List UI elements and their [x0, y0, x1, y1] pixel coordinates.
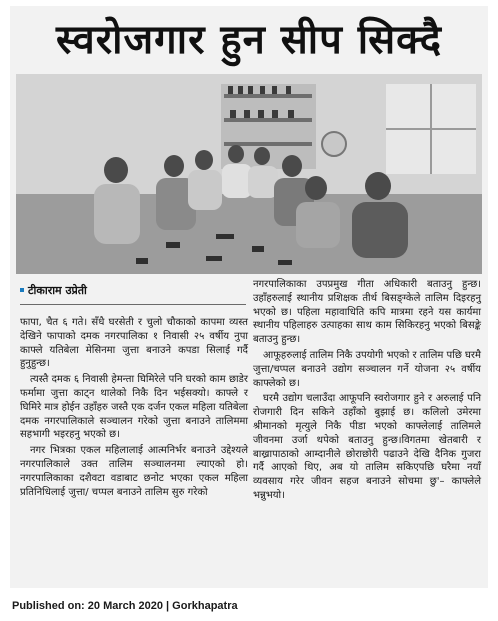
article-column-right [253, 278, 481, 505]
group-training-photo-icon [16, 74, 482, 274]
headline: स्वरोजगार हुन सीप सिक्दै [55, 17, 443, 63]
article-column-left [20, 316, 248, 501]
article-paragraph: घरमै उद्योग चलाउँदा आफूपनि स्वरोजगार हुने र अरुलाई पनि रोजगारी दिन सकिने उहाँको बुझाई छ। कलिलो उमेरमा श्रीमानको मृत्युले निकै पीडा भएको काफ्लेलाई तालिमले जीवनमा उर्जा थपेको बताउनु हुन्छ।विगतमा खेतबारी र बाख्रापाठाको आम्दानीले छोराछोरी पढाउने देखि दैनिक गुजरा गर्दै आएको थिए, अब यो तालिम सकिएपछि घरैमा नयाँ व्यवसाय गरेर जीवन सहज बनाउने सोचमा छु'– काफ्लेले भन्नुभयो। [253, 393, 481, 501]
publication-footer: Published on: 20 March 2020 | Gorkhapatra [12, 600, 238, 612]
article-paragraph: नगर भित्रका एकल महिलालाई आत्मनिर्भर बनाउने उद्देश्यले नगरपालिकाले उक्त तालिम सञ्चालनमा ल्याएको हो। नगरपालिकाका दशैवटा वडाबाट छनोट भएका एकल महिला प्रतिनिधिलाई जुत्ता/ चप्पल बनाउने तालिम सुरु गरेको [20, 445, 248, 498]
byline-author: टीकाराम उप्रेती [28, 284, 87, 297]
byline [20, 284, 87, 298]
article-paragraph: आफूहरुलाई तालिम निकै उपयोगी भएको र तालिम पछि घरमै जुत्ता/चप्पल बनाउने उद्योग सञ्चालन गर्ने योजना २५ वर्षीय काफ्लेको छ। [253, 349, 481, 389]
byline-divider [20, 304, 246, 305]
article-paragraph: फापा, चैत ६ गते। सँधै घरसेती र चुलो चौकाको कापमा व्यस्त देखिने फापाको दमक नगरपालिका १ निवासी २५ वर्षीय नुपा काफ्ले यतिबेला मेसिनमा जुत्ता बनाउने कपडा सिलाई गर्दै हुनुहुन्छ। [20, 317, 248, 370]
news-photo [16, 74, 482, 274]
article-paragraph: त्यस्तै दमक ६ निवासी हेमन्ता घिमिरेले पनि घरको काम छाडेर फर्मामा जुत्ता काट्न थालेको निकै दिन भईसक्यो। काफ्ले र घिमिरे मात्र होईन उहाँहरु जस्तै एक दर्जन एकल महिला यतिबेला दमक नगरपालिकाले सञ्चालन गरेको जुत्ता बनाउने तालिममा सहभागी भइरहनु भएको छ। [20, 374, 248, 441]
news-clipping [10, 6, 488, 588]
article-paragraph: नगरपालिकाका उपप्रमुख गीता अधिकारी बताउनु हुन्छ। उहाँहरुलाई स्थानीय प्रशिक्षक तीर्थ बिसङ्ग्केले तालिम दिइरहनु भएको छ। पहिला महावाधिति कपि मात्रमा रहने यस कार्यमा स्थानीय पहिलाहरु उत्पाहका साथ काम सिकिरहनु भएको बिसङ्के बताउनु हुन्छ। [253, 279, 481, 346]
byline-bullet-icon [20, 288, 24, 292]
